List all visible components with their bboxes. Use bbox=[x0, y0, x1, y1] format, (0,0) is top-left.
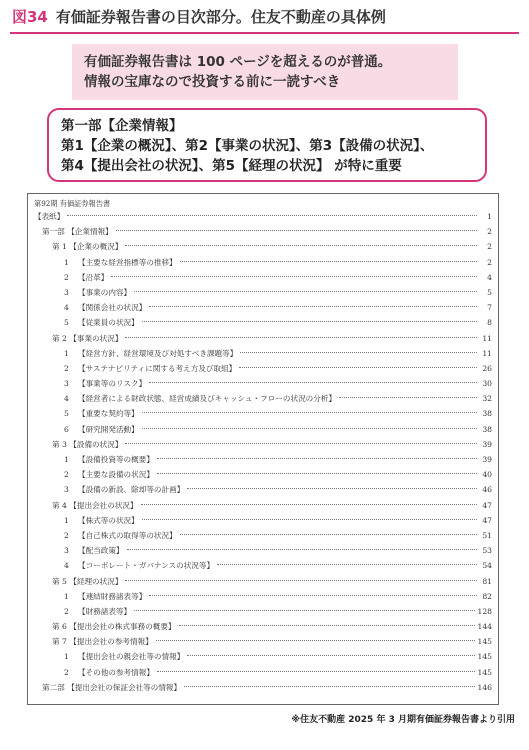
toc-page-number: 128 bbox=[477, 606, 492, 616]
toc-page-number: 145 bbox=[477, 637, 492, 647]
toc-page-number: 26 bbox=[482, 363, 492, 373]
toc-dot-leader bbox=[184, 686, 474, 687]
toc-row bbox=[34, 649, 492, 664]
toc-dot-leader bbox=[141, 504, 477, 505]
toc-page-number: 1 bbox=[487, 212, 492, 221]
highlight-line-1: 第一部【企業情報】 bbox=[61, 118, 183, 134]
toc-page-number: 47 bbox=[482, 515, 492, 525]
toc-page-number: 11 bbox=[482, 348, 492, 358]
toc-page-number: 46 bbox=[482, 485, 492, 495]
toc-page-number: 2 bbox=[487, 257, 492, 267]
toc-dot-leader bbox=[116, 230, 477, 231]
toc-row bbox=[34, 361, 492, 376]
toc-page-number: 53 bbox=[482, 546, 492, 556]
toc-item-label: 【重要な契約等】 bbox=[78, 409, 139, 419]
toc-page-number: 145 bbox=[477, 652, 492, 662]
toc-dot-leader bbox=[157, 473, 477, 474]
toc-dot-leader bbox=[240, 352, 477, 353]
toc-dot-leader bbox=[339, 397, 477, 398]
toc-item-label: 【研究開発活動】 bbox=[78, 424, 139, 434]
callout-box bbox=[72, 44, 458, 100]
toc-item-number: 4 bbox=[64, 561, 69, 571]
toc-row bbox=[34, 482, 492, 497]
toc-row bbox=[34, 255, 492, 270]
toc-item-label: 【自己株式の取得等の状況】 bbox=[78, 530, 177, 540]
toc-item-label: 【設備投資等の概要】 bbox=[78, 455, 154, 464]
toc-page-number: 32 bbox=[482, 394, 492, 404]
toc-item-label: 【設備の新設、除却等の計画】 bbox=[78, 485, 185, 495]
toc-item-number: 3 bbox=[64, 485, 69, 495]
toc-page-number: 51 bbox=[482, 530, 492, 540]
toc-item-label: 【表紙】 bbox=[34, 212, 65, 221]
toc-item-label: 第 3 【設備の状況】 bbox=[52, 439, 123, 449]
toc-dot-leader bbox=[149, 382, 477, 383]
toc-item-number: 2 bbox=[64, 667, 69, 677]
toc-item-number: 1 bbox=[64, 515, 69, 525]
toc-item-number: 5 bbox=[64, 409, 69, 419]
toc-dot-leader bbox=[67, 215, 477, 216]
highlight-line-2: 第1【企業の概況】、第2【事業の状況】、第3【設備の状況】、 bbox=[61, 138, 434, 154]
toc-dot-leader bbox=[179, 625, 475, 626]
toc-row bbox=[34, 665, 492, 680]
toc-page-number: 54 bbox=[482, 561, 492, 571]
figure-caption: 有価証券報告書の目次部分。住友不動産の具体例 bbox=[55, 8, 386, 26]
toc-page-number: 47 bbox=[482, 500, 492, 510]
toc-dot-leader bbox=[125, 337, 477, 338]
toc-row bbox=[34, 391, 492, 406]
toc-page-number: 4 bbox=[487, 272, 492, 282]
toc-dot-leader bbox=[180, 534, 477, 535]
toc-row bbox=[34, 498, 492, 513]
toc-page-number: 30 bbox=[482, 379, 492, 389]
toc-row bbox=[34, 406, 492, 421]
toc-page-number: 38 bbox=[482, 424, 492, 434]
toc-item-label: 【財務諸表等】 bbox=[78, 606, 132, 616]
toc-row bbox=[34, 331, 492, 346]
toc-item-label: 【経営者による財政状態、経営成績及びキャッシュ・フローの状況の分析】 bbox=[78, 394, 337, 404]
toc-item-label: 第 1 【企業の概況】 bbox=[52, 242, 123, 252]
toc-dot-leader bbox=[125, 443, 477, 444]
toc-page-number: 39 bbox=[482, 439, 492, 449]
toc-dot-leader bbox=[149, 595, 477, 596]
toc-row bbox=[34, 528, 492, 543]
toc-row bbox=[34, 239, 492, 254]
toc-item-label: 【沿革】 bbox=[78, 272, 109, 282]
toc-dot-leader bbox=[156, 640, 475, 641]
toc-item-label: 【配当政策】 bbox=[78, 546, 124, 556]
toc-item-label: 【連結財務諸表等】 bbox=[78, 591, 147, 601]
toc-row bbox=[34, 376, 492, 391]
table-of-contents bbox=[27, 193, 499, 705]
toc-item-number: 1 bbox=[64, 591, 69, 601]
toc-row bbox=[34, 604, 492, 619]
toc-item-label: 【事業等のリスク】 bbox=[78, 379, 147, 389]
toc-item-number: 6 bbox=[64, 424, 69, 434]
toc-item-label: 第 5 【経理の状況】 bbox=[52, 576, 123, 586]
toc-item-number: 3 bbox=[64, 379, 69, 389]
highlight-line-3: 第4【提出会社の状況】、第5【経理の状況】 が特に重要 bbox=[61, 158, 402, 174]
toc-dot-leader bbox=[180, 261, 477, 262]
toc-row bbox=[34, 513, 492, 528]
toc-dot-leader bbox=[239, 367, 477, 368]
toc-row bbox=[34, 437, 492, 452]
toc-row bbox=[34, 300, 492, 315]
toc-item-number: 2 bbox=[64, 606, 69, 616]
figure-title bbox=[12, 6, 386, 32]
toc-row bbox=[34, 315, 492, 330]
source-footnote: ※住友不動産 2025 年 3 月期有価証券報告書より引用 bbox=[291, 715, 515, 725]
title-divider bbox=[10, 32, 519, 34]
toc-row bbox=[34, 467, 492, 482]
toc-page-number: 144 bbox=[477, 622, 492, 632]
toc-dot-leader bbox=[134, 291, 477, 292]
toc-item-label: 【経営方針、経営環境及び対処すべき課題等】 bbox=[78, 348, 238, 358]
toc-dot-leader bbox=[187, 655, 474, 656]
toc-row bbox=[34, 619, 492, 634]
toc-item-number: 2 bbox=[64, 272, 69, 282]
toc-row bbox=[34, 574, 492, 589]
important-sections-box bbox=[47, 108, 487, 182]
toc-page-number: 7 bbox=[487, 303, 492, 313]
callout-line-1: 有価証券報告書は 100 ページを超えるのが普通。 bbox=[84, 54, 392, 70]
toc-page-number: 5 bbox=[487, 287, 492, 297]
toc-page-number: 8 bbox=[487, 318, 492, 328]
toc-header: 第92期 有価証券報告書 bbox=[34, 199, 111, 208]
toc-dot-leader bbox=[142, 519, 477, 520]
toc-list bbox=[34, 209, 492, 695]
toc-page-number: 39 bbox=[482, 455, 492, 464]
toc-item-label: 【その他の参考情報】 bbox=[78, 667, 154, 677]
toc-row bbox=[34, 270, 492, 285]
toc-item-label: 【主要な設備の状況】 bbox=[78, 470, 154, 480]
toc-item-number: 5 bbox=[64, 318, 69, 328]
toc-item-number: 2 bbox=[64, 363, 69, 373]
toc-item-number: 4 bbox=[64, 303, 69, 313]
toc-dot-leader bbox=[142, 412, 477, 413]
toc-dot-leader bbox=[149, 306, 477, 307]
toc-dot-leader bbox=[134, 610, 474, 611]
toc-dot-leader bbox=[111, 276, 477, 277]
toc-dot-leader bbox=[187, 488, 477, 489]
toc-item-label: 第 2 【事業の状況】 bbox=[52, 333, 123, 343]
toc-page-number: 2 bbox=[487, 242, 492, 252]
toc-dot-leader bbox=[125, 245, 477, 246]
toc-item-label: 【サステナビリティに関する考え方及び取組】 bbox=[78, 363, 237, 373]
toc-row bbox=[34, 589, 492, 604]
toc-item-label: 【株式等の状況】 bbox=[78, 515, 139, 525]
toc-item-number: 1 bbox=[64, 348, 69, 358]
toc-item-number: 4 bbox=[64, 394, 69, 404]
toc-row bbox=[34, 558, 492, 573]
toc-item-label: 第一部 【企業情報】 bbox=[42, 227, 113, 237]
toc-item-label: 第 7 【提出会社の参考情報】 bbox=[52, 637, 153, 647]
toc-item-label: 【提出会社の親会社等の情報】 bbox=[78, 652, 185, 662]
toc-row bbox=[34, 634, 492, 649]
toc-page-number: 38 bbox=[482, 409, 492, 419]
toc-item-number: 3 bbox=[64, 287, 69, 297]
toc-page-number: 11 bbox=[482, 333, 492, 343]
toc-page-number: 2 bbox=[487, 227, 492, 237]
toc-page-number: 146 bbox=[477, 682, 492, 692]
toc-item-number: 1 bbox=[64, 257, 69, 267]
toc-item-label: 【従業員の状況】 bbox=[78, 318, 139, 328]
toc-item-label: 第二部 【提出会社の保証会社等の情報】 bbox=[42, 682, 182, 692]
toc-page-number: 40 bbox=[482, 470, 492, 480]
toc-page-number: 82 bbox=[482, 591, 492, 601]
toc-row bbox=[34, 680, 492, 695]
toc-row bbox=[34, 543, 492, 558]
toc-item-number: 2 bbox=[64, 530, 69, 540]
toc-dot-leader bbox=[127, 549, 477, 550]
toc-item-label: 【事業の内容】 bbox=[78, 287, 132, 297]
toc-dot-leader bbox=[217, 564, 477, 565]
toc-row bbox=[34, 422, 492, 437]
toc-page-number: 145 bbox=[477, 667, 492, 677]
toc-dot-leader bbox=[142, 321, 477, 322]
toc-row bbox=[34, 209, 492, 224]
toc-row bbox=[34, 285, 492, 300]
toc-item-number: 2 bbox=[64, 470, 69, 480]
toc-dot-leader bbox=[142, 428, 477, 429]
callout-line-2: 情報の宝庫なので投資する前に一読すべき bbox=[84, 74, 341, 90]
toc-item-number: 1 bbox=[64, 652, 69, 662]
toc-item-label: 【主要な経営指標等の推移】 bbox=[78, 257, 177, 267]
toc-item-number: 3 bbox=[64, 546, 69, 556]
toc-item-number: 1 bbox=[64, 455, 69, 464]
toc-row bbox=[34, 346, 492, 361]
toc-item-label: 第 4 【提出会社の状況】 bbox=[52, 500, 138, 510]
toc-page-number: 81 bbox=[482, 576, 492, 586]
figure-number: 図34 bbox=[12, 8, 48, 26]
toc-item-label: 【関係会社の状況】 bbox=[78, 303, 147, 313]
toc-dot-leader bbox=[157, 671, 475, 672]
toc-row bbox=[34, 224, 492, 239]
toc-dot-leader bbox=[125, 580, 477, 581]
toc-item-label: 【コーポレート・ガバナンスの状況等】 bbox=[78, 561, 215, 571]
toc-item-label: 第 6 【提出会社の株式事務の概要】 bbox=[52, 622, 176, 632]
toc-row bbox=[34, 452, 492, 467]
toc-dot-leader bbox=[157, 458, 477, 459]
